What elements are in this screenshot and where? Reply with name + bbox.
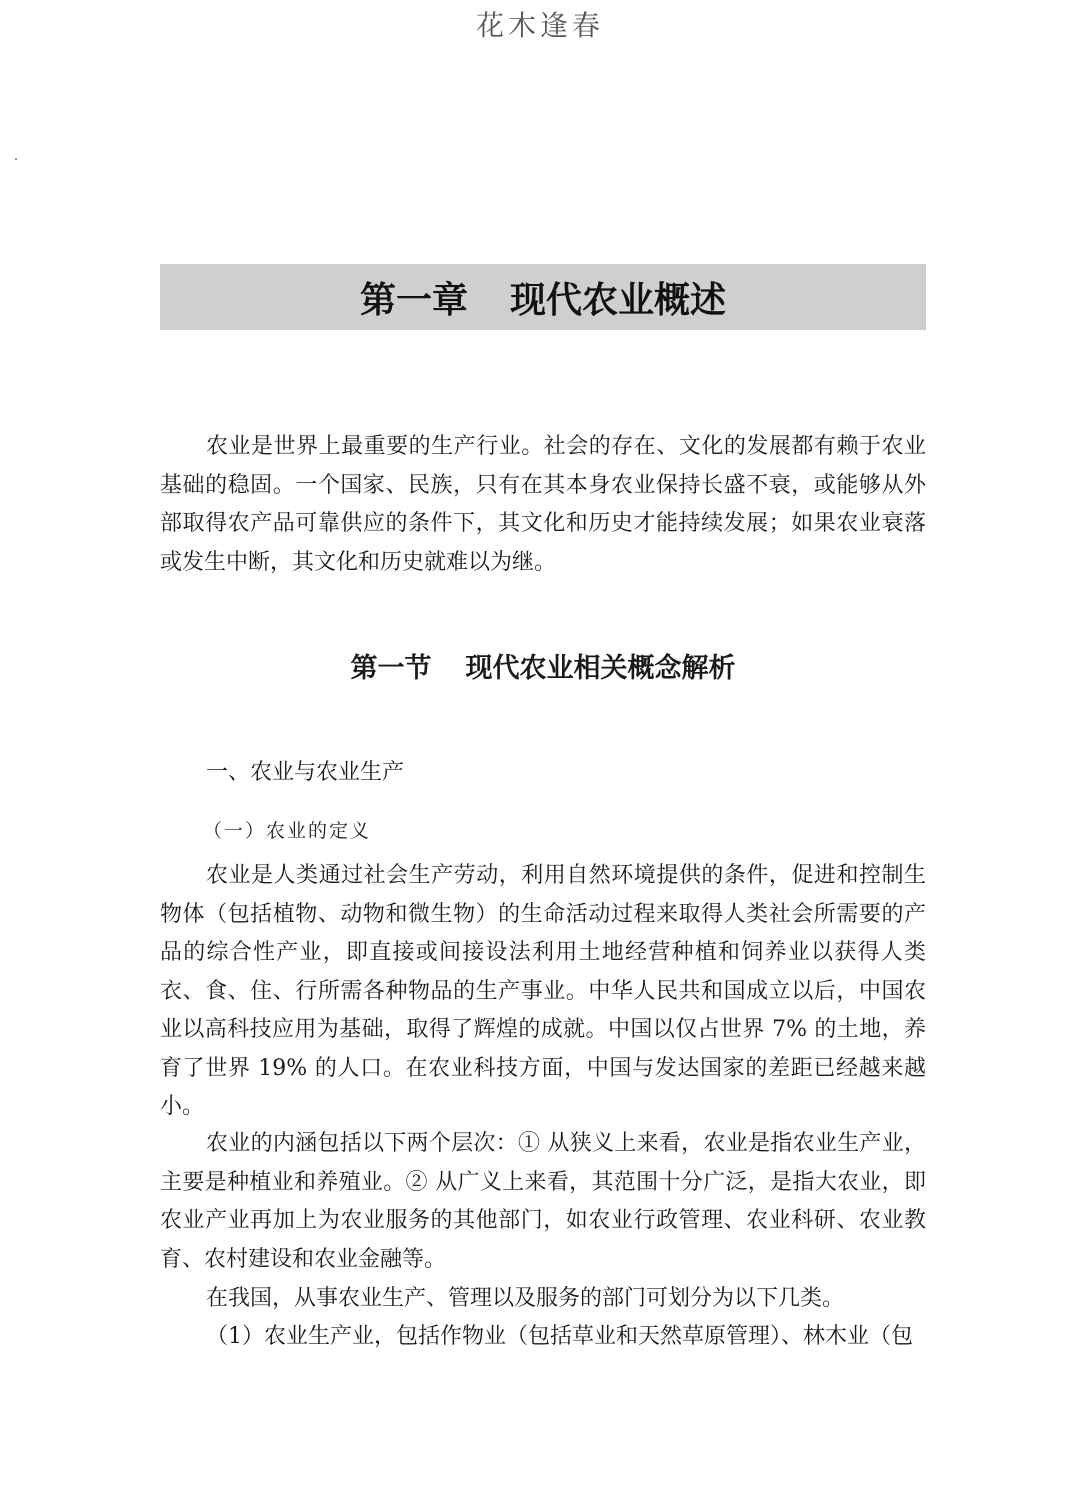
chapter-title bbox=[360, 272, 726, 323]
heading-level2: （一）农业的定义 bbox=[203, 820, 372, 842]
body-paragraph: （1）农业生产业，包括作物业（包括草业和天然草原管理）、林木业（包 bbox=[206, 1324, 913, 1349]
section-title bbox=[0, 646, 1080, 685]
section-name: 现代农业相关概念解析 bbox=[465, 653, 736, 684]
chapter-banner bbox=[160, 264, 926, 330]
section-number: 第一节 bbox=[350, 653, 432, 684]
watermark: 花木逢春 bbox=[475, 9, 604, 42]
chapter-name: 现代农业概述 bbox=[510, 278, 727, 321]
body-paragraph: 农业是人类通过社会生产劳动，利用自然环境提供的条件，促进和控制生物体（包括植物、动物和微生物）的生命活动过程来取得人类社会所需要的产品的综合性产业，即直接或间接设法利用土地经营种植和饲养业以获得人类衣、食、住、行所需各种物品的生产事业。中华人民共和国成立以后，中国农业以高科技应用为基础，取得了辉煌的成就。中国以仅占世界 7% 的土地，养育了世界 19% 的人口。在农业科技方面，中国与发达国家的差距已经越来越小。 bbox=[160, 863, 926, 1119]
chapter-number: 第一章 bbox=[359, 278, 468, 321]
heading-level1: 一、农业与农业生产 bbox=[206, 760, 405, 785]
speck bbox=[15, 158, 17, 160]
body-paragraph: 在我国，从事农业生产、管理以及服务的部门可划分为以下几类。 bbox=[206, 1286, 845, 1311]
intro-paragraph: 农业是世界上最重要的生产行业。社会的存在、文化的发展都有赖于农业基础的稳固。一个国家、民族，只有在其本身农业保持长盛不衰，或能够从外部取得农产品可靠供应的条件下，其文化和历史才能持续发展；如果农业衰落或发生中断，其文化和历史就难以为继。 bbox=[160, 434, 926, 575]
body-paragraph: 农业的内涵包括以下两个层次：① 从狭义上来看，农业是指农业生产业，主要是种植业和养殖业。② 从广义上来看，其范围十分广泛，是指大农业，即农业产业再加上为农业服务的其他部门，如农业行政管理、农业科研、农业教育、农村建设和农业金融等。 bbox=[160, 1131, 926, 1272]
